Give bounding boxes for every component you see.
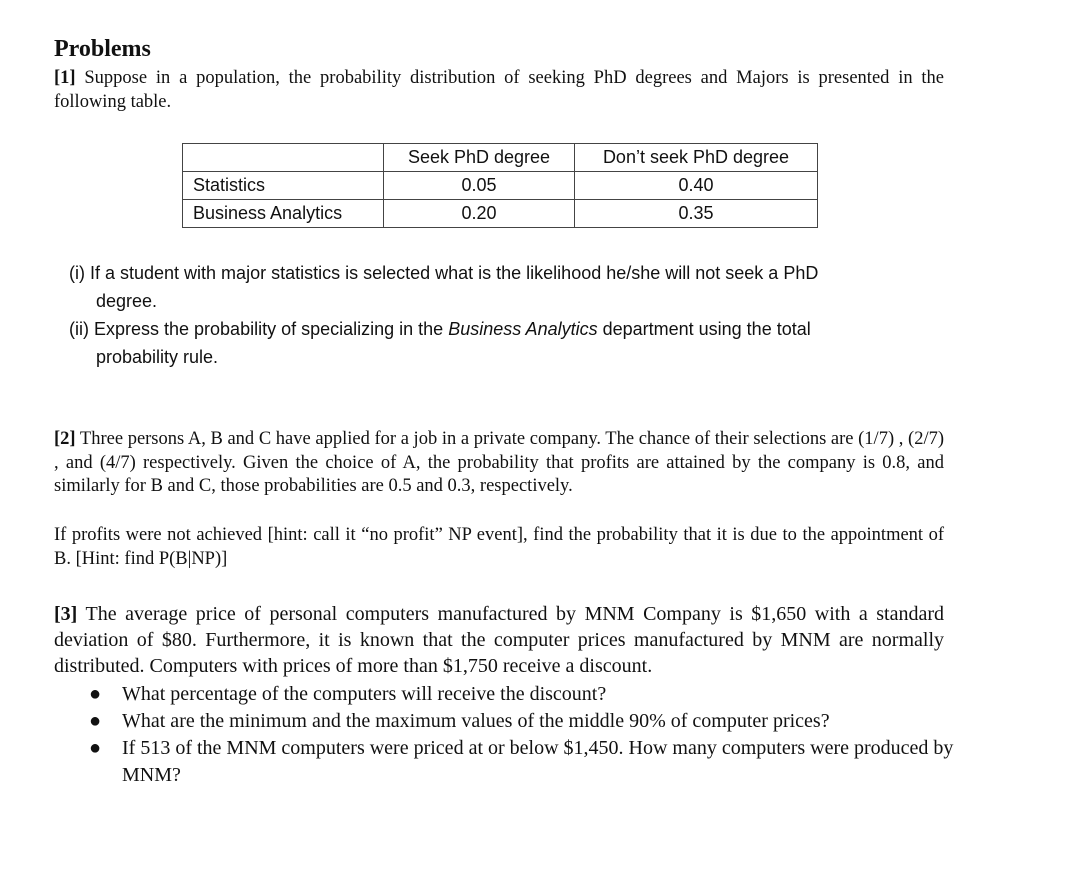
question-1-ii-cont: probability rule. xyxy=(96,347,219,367)
question-1-i-cont: degree. xyxy=(96,291,158,311)
problem-3-bullets xyxy=(54,681,954,789)
question-1-ii-emphasis: Business Analytics xyxy=(448,319,598,339)
question-1-i xyxy=(69,259,949,315)
problem-3-text xyxy=(54,601,944,679)
cell-ba-seek: 0.20 xyxy=(384,200,575,228)
table-header-empty xyxy=(183,144,384,172)
row-label-statistics: Statistics xyxy=(183,172,384,200)
problem-1-number: [1] xyxy=(54,68,76,88)
question-1-ii-pre: (ii) Express the probability of specializing in the xyxy=(69,319,449,339)
question-1-ii-post: department using the total xyxy=(597,319,811,339)
problem-3-number: [3] xyxy=(54,603,78,625)
question-1-ii-line xyxy=(69,315,949,343)
cell-ba-dont: 0.35 xyxy=(575,200,818,228)
problem-3-body: The average price of personal computers manufactured by MNM Company is $1,650 with a standard deviation of $80. Furthermore, it is known that the computer prices manufactured by MNM are normally distributed. Computers with prices of more than $1,750 receive a discount. xyxy=(54,603,945,677)
page-title: Problems xyxy=(54,36,151,62)
row-label-business-analytics: Business Analytics xyxy=(183,200,384,228)
cell-statistics-seek: 0.05 xyxy=(384,172,575,200)
problem-2-text xyxy=(54,428,944,499)
bullet-text: What are the minimum and the maximum values of the middle 90% of computer prices? xyxy=(122,710,830,732)
list-item xyxy=(54,708,954,735)
table-header-row xyxy=(183,144,818,172)
list-item xyxy=(54,735,954,789)
list-item xyxy=(54,681,954,708)
table-header-dont-seek: Don’t seek PhD degree xyxy=(575,144,818,172)
bullet-text: If 513 of the MNM computers were priced at or below $1,450. How many computers were produced by MNM? xyxy=(122,737,954,786)
question-1-ii xyxy=(69,315,949,371)
bullet-icon: ● xyxy=(89,683,102,705)
problem-2-question: If profits were not achieved [hint: call it “no profit” NP event], find the probability that it is due to the appointment of B. [Hint: find P(B|NP)] xyxy=(54,525,944,569)
problem-2-number: [2] xyxy=(54,429,76,449)
problem-1-body: Suppose in a population, the probability distribution of seeking PhD degrees and Majors is presented in the following table. xyxy=(54,68,944,112)
bullet-icon: ● xyxy=(89,710,102,732)
question-1-i-line: (i) If a student with major statistics is selected what is the likelihood he/she will not seek a PhD xyxy=(69,263,819,283)
table-row xyxy=(183,200,818,228)
cell-statistics-dont: 0.40 xyxy=(575,172,818,200)
problem-1-text xyxy=(54,67,944,114)
problem-2-body: Three persons A, B and C have applied for a job in a private company. The chance of their selections are (1/7) , (2/7) , and (4/7) respectively. Given the choice of A, the probability that profits are attained by the company is 0.8, and similarly for B and C, those probabilities are 0.5 and 0.3, respectively. xyxy=(54,429,944,496)
table-row xyxy=(183,172,818,200)
table-header-seek: Seek PhD degree xyxy=(384,144,575,172)
probability-table xyxy=(182,143,818,228)
bullet-text: What percentage of the computers will receive the discount? xyxy=(122,683,607,705)
bullet-icon: ● xyxy=(89,737,102,759)
